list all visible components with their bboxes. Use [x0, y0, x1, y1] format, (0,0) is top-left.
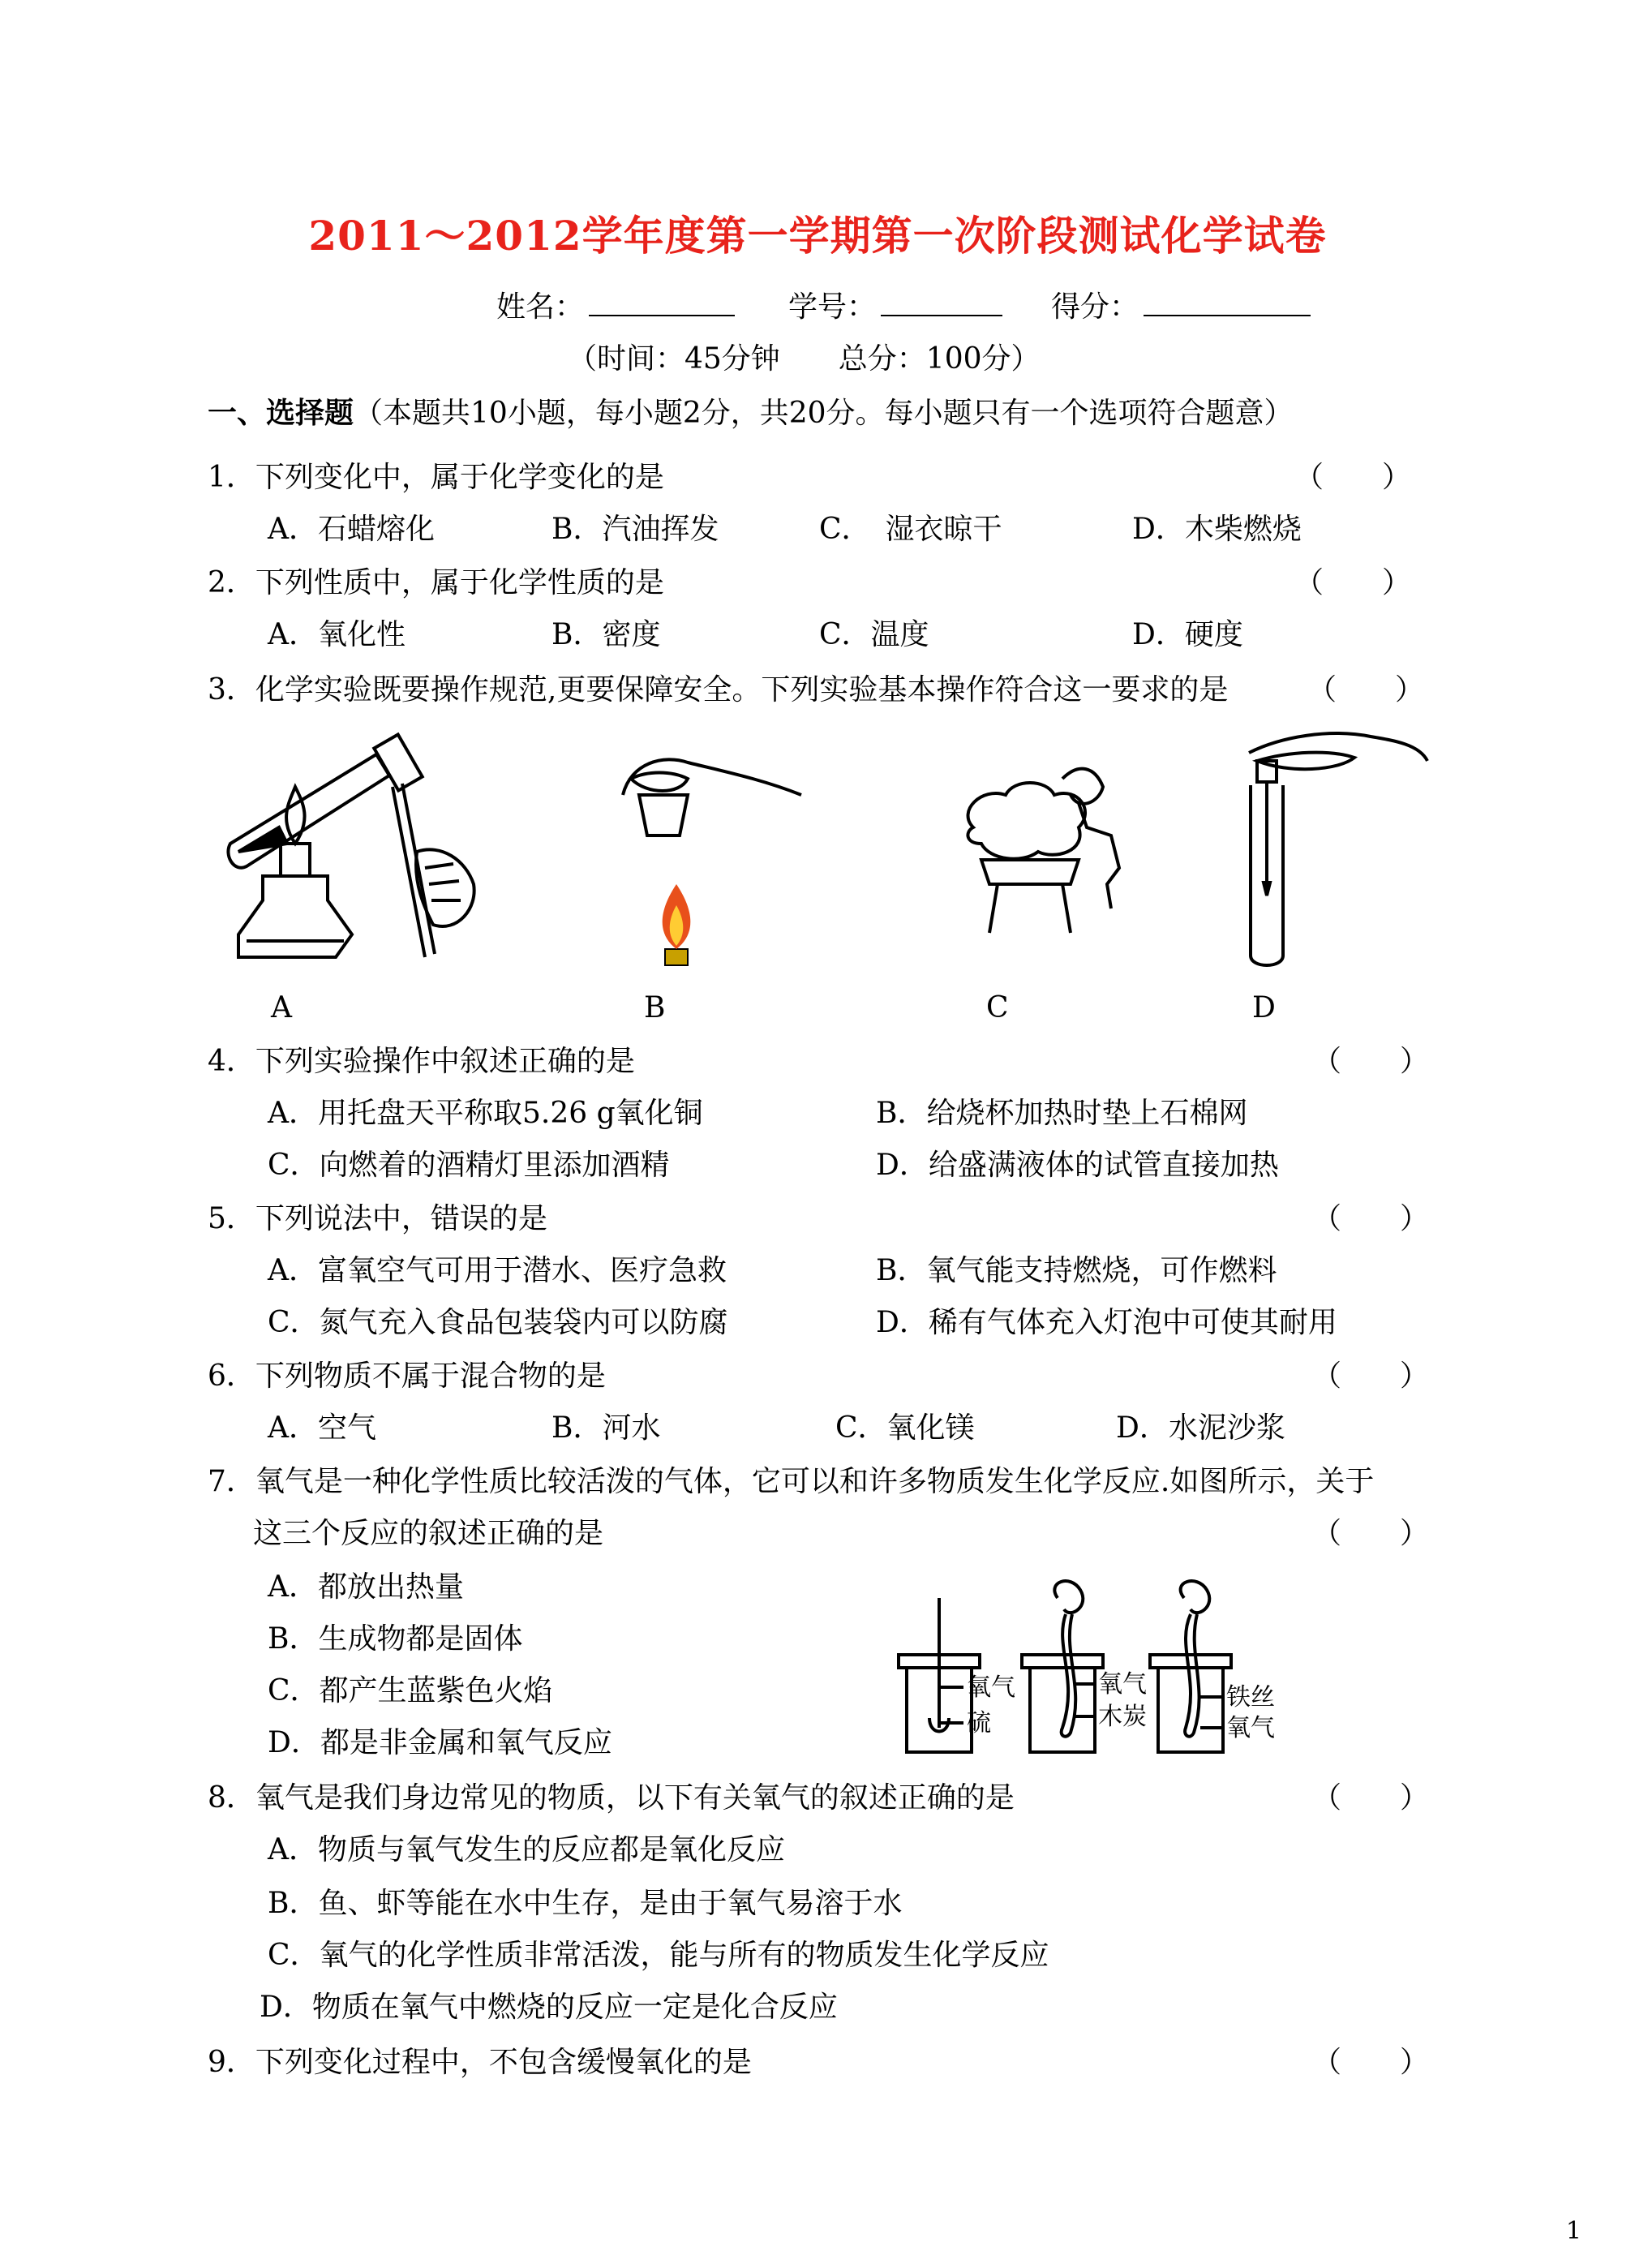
option-6d: D．水泥沙浆	[1116, 1411, 1285, 1445]
figure-3d-dropper-test-tube	[1233, 728, 1435, 972]
question-2	[208, 565, 664, 602]
option-4d: D．给盛满液体的试管直接加热	[876, 1149, 1279, 1182]
question-7-stem-line2: 这三个反应的叙述正确的是	[253, 1517, 604, 1550]
question-number: 5．	[208, 1202, 255, 1235]
jar3-label-iron-wire: 铁丝	[1226, 1683, 1275, 1712]
question-6	[208, 1358, 606, 1395]
option-8c: C．氧气的化学性质非常活泼，能与所有的物质发生化学反应	[268, 1939, 1049, 1972]
figure-3d-label: D	[1252, 991, 1276, 1024]
answer-paren-6[interactable]: （ ）	[1312, 1360, 1430, 1393]
question-7	[208, 1463, 1374, 1501]
option-1b: B．汽油挥发	[551, 513, 719, 546]
option-1d: D．木柴燃烧	[1132, 513, 1302, 546]
question-8	[208, 1780, 1015, 1817]
option-8a: A．物质与氧气发生的反应都是氧化反应	[268, 1833, 785, 1866]
question-number: 8．	[208, 1781, 255, 1815]
figure-3b-beaker-over-flame	[599, 746, 809, 965]
option-5b: B．氧气能支持燃烧，可作燃料	[876, 1254, 1277, 1287]
answer-paren-2[interactable]: （ ）	[1294, 566, 1412, 599]
answer-paren-9[interactable]: （ ）	[1312, 2046, 1430, 2079]
section-note: （本题共10小题，每小题2分，共20分。每小题只有一个选项符合题意）	[354, 397, 1294, 430]
question-stem: 化学实验既要操作规范,更要保障安全。下列实验基本操作符合这一要求的是	[255, 673, 1229, 707]
question-stem: 下列物质不属于混合物的是	[255, 1360, 606, 1393]
score-field	[1051, 289, 1311, 326]
figure-3c-smelling-gas	[957, 762, 1135, 941]
option-5d: D．稀有气体充入灯泡中可使其耐用	[876, 1306, 1337, 1339]
option-7d: D．都是非金属和氧气反应	[268, 1726, 612, 1759]
option-2a: A．氧化性	[268, 618, 406, 651]
question-stem: 下列变化过程中，不包含缓慢氧化的是	[255, 2046, 752, 2079]
option-7c: C．都产生蓝紫色火焰	[268, 1674, 553, 1707]
answer-paren-7[interactable]: （ ）	[1312, 1517, 1430, 1550]
option-5a: A．富氧空气可用于潜水、医疗急救	[268, 1254, 727, 1287]
figure-3b-label: B	[644, 991, 666, 1024]
option-2b: B．密度	[551, 618, 661, 651]
option-8b: B．鱼、虾等能在水中生存，是由于氧气易溶于水	[268, 1887, 903, 1920]
flame-icon	[663, 884, 691, 965]
jar2-label-oxygen: 氧气	[1098, 1670, 1147, 1699]
option-1a: A．石蜡熔化	[268, 513, 435, 546]
option-6c: C．氧化镁	[835, 1411, 975, 1445]
question-4	[208, 1043, 635, 1080]
option-6a: A．空气	[268, 1411, 376, 1445]
answer-paren-4[interactable]: （ ）	[1312, 1045, 1430, 1078]
page-number: 1	[1565, 2217, 1581, 2245]
name-blank[interactable]	[589, 290, 735, 316]
score-label: 得分：	[1051, 290, 1139, 324]
question-stem: 下列说法中，错误的是	[255, 1202, 547, 1235]
question-stem: 氧气是一种化学性质比较活泼的气体，它可以和许多物质发生化学反应.如图所示，关于	[255, 1465, 1375, 1498]
option-2c: C．温度	[819, 618, 929, 651]
name-label: 姓名：	[496, 290, 585, 324]
question-number: 7．	[208, 1465, 255, 1498]
jar3-label-oxygen: 氧气	[1226, 1714, 1275, 1742]
question-9	[208, 2044, 752, 2081]
answer-paren-5[interactable]: （ ）	[1312, 1202, 1430, 1235]
question-number: 9．	[208, 2046, 255, 2079]
question-number: 3．	[208, 673, 255, 707]
time-info: （时间：45分钟 总分：100分）	[568, 342, 1041, 376]
question-3	[208, 672, 1228, 709]
student-id-blank[interactable]	[881, 290, 1002, 316]
question-number: 4．	[208, 1045, 255, 1078]
answer-paren-1[interactable]: （ ）	[1294, 461, 1412, 494]
question-stem: 下列实验操作中叙述正确的是	[255, 1045, 635, 1078]
option-2d: D．硬度	[1132, 618, 1243, 651]
question-number: 6．	[208, 1360, 255, 1393]
option-4b: B．给烧杯加热时垫上石棉网	[876, 1097, 1248, 1130]
jar1-label-sulfur: 硫	[967, 1709, 991, 1738]
option-5c: C．氮气充入食品包装袋内可以防腐	[268, 1306, 728, 1339]
question-stem: 下列性质中，属于化学性质的是	[255, 566, 664, 599]
score-blank[interactable]	[1144, 290, 1311, 316]
section-title: 一、选择题	[208, 396, 354, 430]
question-number: 2．	[208, 566, 255, 599]
answer-paren-8[interactable]: （ ）	[1312, 1781, 1430, 1815]
jar1-label-oxygen: 氧气	[967, 1673, 1015, 1702]
section-heading	[208, 394, 1294, 432]
figure-3a-heating-test-tube	[230, 722, 482, 965]
exam-title: 2011～2012学年度第一学期第一次阶段测试化学试卷	[308, 212, 1327, 260]
option-4c: C．向燃着的酒精灯里添加酒精	[268, 1149, 670, 1182]
option-6b: B．河水	[551, 1411, 661, 1445]
question-1	[208, 459, 664, 496]
jar2-label-charcoal: 木炭	[1098, 1703, 1147, 1731]
student-id-label: 学号：	[788, 290, 877, 324]
figure-3c-label: C	[986, 991, 1009, 1024]
answer-paren-3[interactable]: （ ）	[1307, 673, 1425, 707]
option-4a: A．用托盘天平称取5.26 g氧化铜	[268, 1097, 703, 1130]
figure-3a-label: A	[271, 991, 292, 1024]
option-8d: D．物质在氧气中燃烧的反应一定是化合反应	[260, 1991, 838, 2024]
name-field	[496, 289, 735, 326]
question-stem: 下列变化中，属于化学变化的是	[255, 461, 664, 494]
question-number: 1．	[208, 461, 255, 494]
figure-7-oxygen-reactions	[892, 1574, 1314, 1760]
question-5	[208, 1201, 547, 1238]
option-7a: A．都放出热量	[268, 1570, 464, 1604]
option-7b: B．生成物都是固体	[268, 1622, 523, 1656]
student-id-field	[788, 289, 1002, 326]
question-stem: 氧气是我们身边常见的物质，以下有关氧气的叙述正确的是	[255, 1781, 1015, 1815]
option-1c: C． 湿衣晾干	[819, 513, 1002, 546]
